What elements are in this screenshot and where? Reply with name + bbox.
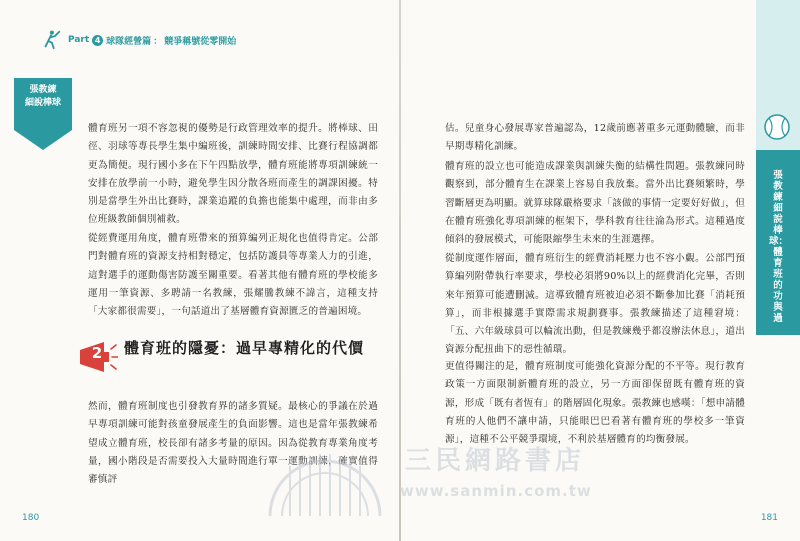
badge-line2: 細說棒球 (24, 98, 61, 108)
paragraph-1: 體育班另一項不容忽視的優勢是行政管理效率的提升。將棒球、田徑、羽球等專長學生集中編班後，訓練時間安排、比賽行程協調都更為簡便。現行國小多在下午四點放學，體育班能將專項訓練統一安排在放學前一小時，避免學生因分散各班而產生的調課困擾。特別是當學生外出比賽時，課業追蹤的負擔也能集中處理，而非由多位班級教師個別補救。 (88, 123, 378, 226)
left-page (0, 0, 399, 541)
series-badge (14, 78, 72, 130)
watermark-name: 三民網路書店 (405, 446, 586, 476)
right-page (401, 0, 800, 541)
part-label: Part (68, 35, 90, 45)
paragraph-2: 從經費運用角度，體育班帶來的預算編列正規化也值得肯定。公部門對體育班的資源支持相對穩定，包括防護員等專業人力的引進，這對選手的運動傷害防護至關重要。看著其他有體育班的學校能多運用一筆資源、多聘請一名教練，張耀騰教練不諱言，這種支持「大家都很需要」，一句話道出了基層體育資源匱乏的普遍困境。 (88, 233, 378, 318)
badge-line1: 張教練 (29, 85, 57, 95)
paragraph-5: 體育班的設立也可能造成課業與訓練失衡的結構性問題。張教練同時觀察到，部分體育生在課業上容易自我放棄。當外出比賽頻繁時，學習斷層更為明顯。就算球隊嚴格要求「該做的事情一定要好好做」，但在體育班強化專項訓練的框架下，學科教育往往淪為形式。這種過度傾斜的發展模式，可能限縮學生未來的生涯選擇。 (445, 161, 745, 246)
header-separator: ： (153, 36, 163, 47)
section-heading (78, 336, 378, 390)
part-number: 4 (92, 35, 103, 46)
page-number-right: 181 (760, 513, 778, 523)
paragraph-6: 從制度運作層面，體育班衍生的經費消耗壓力也不容小覷。公部門預算編列附帶執行率要求，學校必須將90%以上的經費消化完畢，否則來年預算可能遭刪減。這導致體育班被迫必須不斷參加比賽「消耗預算」，而非根據選手實際需求規劃賽事。張教練描述了這種窘境：「五、六年級球員可以輪流出動，但是教練幾乎都沒辦法休息」，道出資源分配扭曲下的惡性循環。 (445, 253, 745, 356)
section-title: 體育班的隱憂：過早專精化的代價 (124, 339, 365, 357)
paragraph-4: 估。兒童身心發展專家普遍認為，12歲前應著重多元運動體驗，而非早期專精化訓練。 (445, 123, 745, 153)
paragraph-3: 然而，體育班制度也引發教育界的諸多質疑。最核心的爭議在於過早專項訓練可能對孩童發展產生的負面影響。這也是當年張教練希望成立體育班，校長卻有諸多考量的原因。因為從教育專業角度考量，國小階段是否需要投入大量時間進行單一運動訓練，確實值得審慎評 (88, 401, 378, 486)
baseball-icon (762, 112, 792, 142)
watermark-url: www.sanmin.com.tw (400, 482, 592, 500)
part-title: 球隊經營篇 (106, 36, 152, 47)
section-number: 2 (91, 344, 103, 362)
chapter-tab (756, 0, 800, 541)
tab-title: 張教練細說棒球：體育班的功與過 (769, 170, 789, 324)
batter-icon (40, 29, 62, 51)
header-subtitle: 競爭稱號從零開始 (164, 36, 237, 47)
page-number-left: 180 (22, 513, 40, 523)
running-header (40, 30, 236, 50)
paragraph-7: 更值得關注的是，體育班制度可能強化資源分配的不平等。現行教育政策一方面限制新體育班的設立，另一方面卻保留既有體育班的資源，形成「既有者恆有」的階層固化現象。張教練也感嘆：「想申請體育班的人他們不讓申請，只能眼巴巴看著有體育班的學校多一筆資源」，這種不公平競爭環境，不利於基層體育的均衡發展。 (445, 361, 745, 446)
